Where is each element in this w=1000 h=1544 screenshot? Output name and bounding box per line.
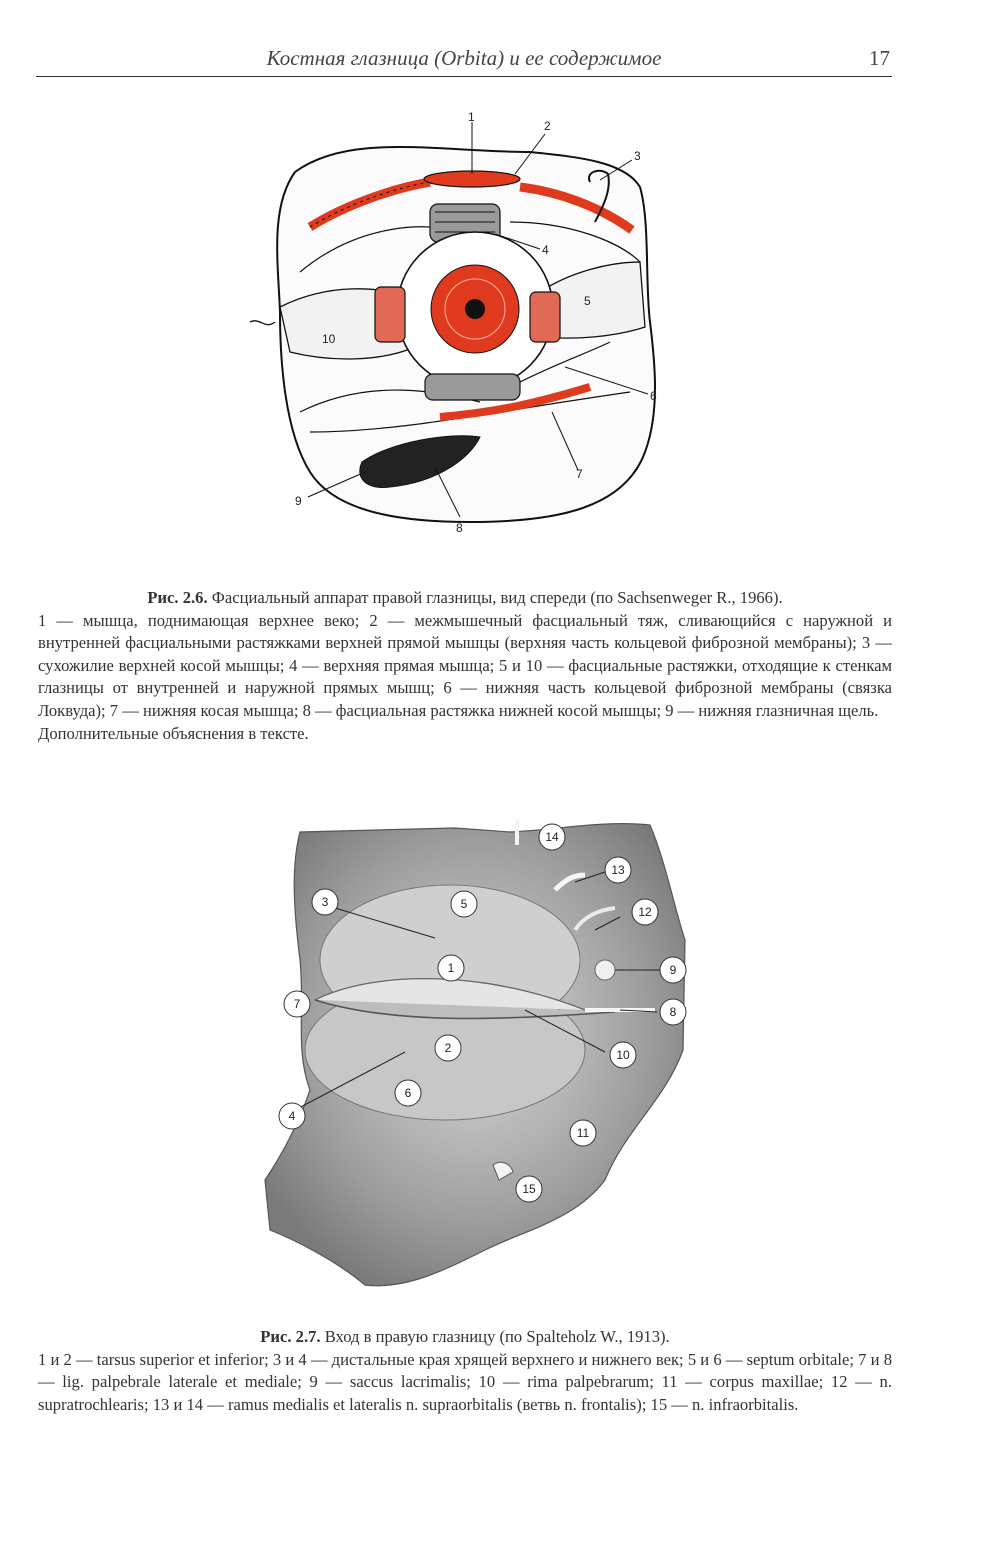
fig2-label-13: [605, 857, 631, 883]
page-number: 17: [869, 46, 890, 70]
fig2-label-7: [284, 991, 310, 1017]
figure-2-7-caption: [38, 1326, 892, 1416]
fig1-label-7: 7: [576, 467, 583, 481]
fig2-label-15: [516, 1176, 542, 1202]
running-title: Костная глазница (Orbita) и ее содержимое: [266, 46, 662, 70]
running-header: [36, 46, 892, 77]
figure-2-6-caption: [38, 587, 892, 745]
figure-2-6-drawing: [240, 112, 670, 542]
fig1-label-4: 4: [542, 243, 549, 257]
fig2-label-2: [435, 1035, 461, 1061]
svg-text:3: 3: [321, 895, 329, 909]
fig1-label-5: 5: [584, 294, 591, 308]
fig2-label-1: [438, 955, 464, 981]
fig2-label-12: [632, 899, 658, 925]
svg-text:6: 6: [404, 1086, 412, 1100]
fig2-label-11: [570, 1120, 596, 1146]
fig2-label-8: [660, 999, 686, 1025]
fig1-label-9: 9: [295, 494, 302, 508]
fig1-label-10: 10: [322, 332, 336, 346]
figure-2-7: [255, 820, 705, 1300]
fig2-label-9: [660, 957, 686, 983]
figure-2-7-photo: [255, 820, 705, 1300]
svg-text:4: 4: [288, 1109, 296, 1123]
fig1-label-1: 1: [468, 112, 475, 124]
figure-2-6: [240, 112, 670, 542]
fig2-label-3: [312, 889, 338, 915]
fig2-label-5: [451, 891, 477, 917]
svg-text:12: 12: [638, 905, 652, 919]
fig2-label-10: [610, 1042, 636, 1068]
fig1-caption-body: 1 — мышца, поднимающая верхнее веко; 2 — межмышечный фасциальный тяж, сливающийся с наружной и внутренней фасциальными растяжками верхней прямой мышцы (верхняя часть кольцевой фиброзной мембраны); 3 — сухожилие верхней косой мышцы; 4 — верхняя прямая мышца; 5 и 10 — фасциальные растяжки, отходящие к стенкам глазницы от внутренней и наружной прямых мышц; 6 — нижняя часть кольцевой фиброзной мембраны (связка Локвуда); 7 — нижняя косая мышца; 8 — фасциальная растяжка нижней косой мышцы; 9 — нижняя глазничная щель.: [38, 610, 892, 720]
fig1-caption-title-text: Фасциальный аппарат правой глазницы, вид спереди (по Sachsenweger R., 1966).: [211, 588, 783, 607]
svg-text:15: 15: [522, 1182, 536, 1196]
svg-text:13: 13: [611, 863, 625, 877]
fig1-label-2: 2: [544, 119, 551, 133]
svg-text:5: 5: [460, 897, 468, 911]
fig1-caption-note: Дополнительные объяснения в тексте.: [38, 723, 309, 743]
fig2-caption-title: Рис. 2.7.: [260, 1327, 321, 1346]
fig2-label-14: [539, 824, 565, 850]
fig1-caption-title: Рис. 2.6.: [147, 588, 208, 607]
fig2-label-6: [395, 1080, 421, 1106]
fig1-label-3: 3: [634, 149, 641, 163]
svg-text:14: 14: [545, 830, 559, 844]
svg-text:10: 10: [616, 1048, 630, 1062]
svg-text:7: 7: [293, 997, 301, 1011]
svg-text:1: 1: [447, 961, 455, 975]
svg-text:8: 8: [669, 1005, 677, 1019]
fig1-label-6: 6: [650, 389, 657, 403]
fig2-caption-title-text: Вход в правую глазницу (по Spalteholz W., 1913).: [324, 1327, 670, 1346]
svg-text:11: 11: [576, 1126, 590, 1140]
fig2-caption-body: 1 и 2 — tarsus superior et inferior; 3 и 4 — дистальные края хрящей верхнего и нижнего век; 5 и 6 — septum orbitale; 7 и 8 — lig. palpebrale laterale et mediale; 9 — saccus lacrimalis; 10 — rima palpebrarum; 11 — corpus maxillae; 12 — n. supratrochlearis; 13 и 14 — ramus medialis et lateralis n. supraorbitalis (ветвь n. frontalis); 15 — n. infraorbitalis.: [38, 1349, 892, 1414]
svg-text:9: 9: [669, 963, 677, 977]
fig2-label-4: [279, 1103, 305, 1129]
fig1-label-8: 8: [456, 521, 463, 535]
svg-text:2: 2: [444, 1041, 452, 1055]
